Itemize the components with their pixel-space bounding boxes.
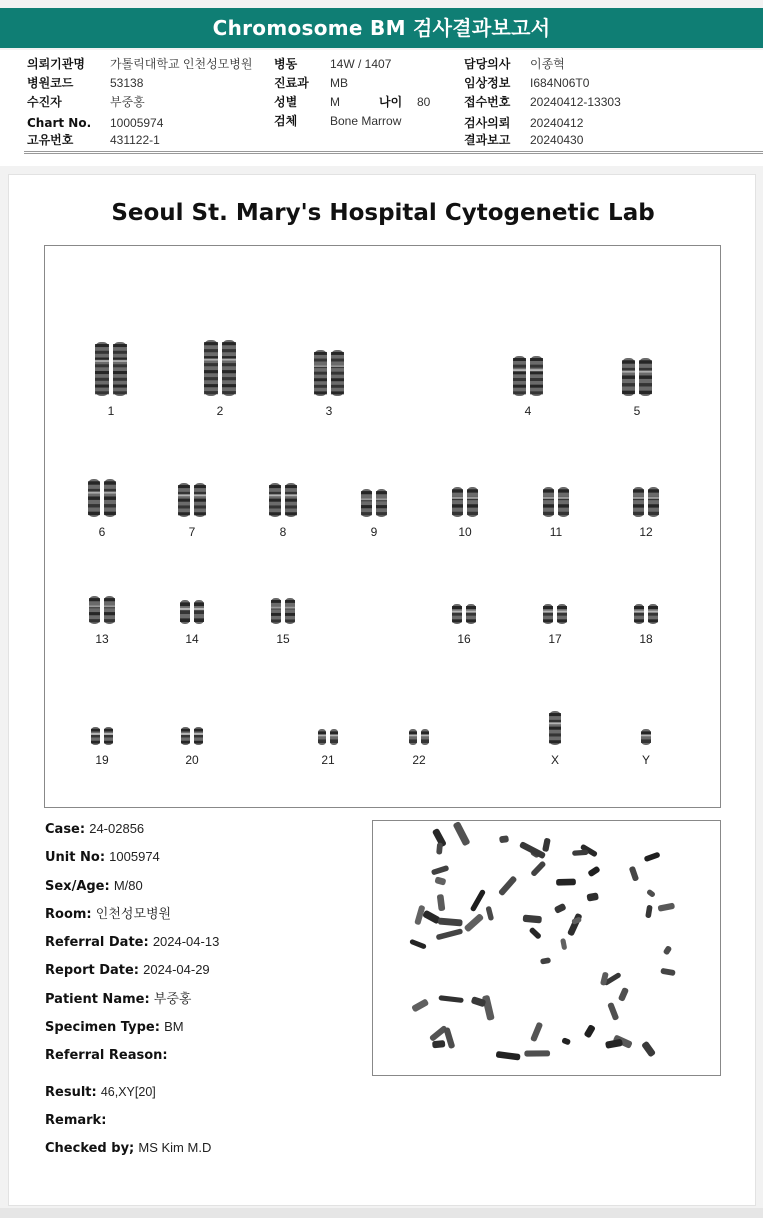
chromosome-11 (541, 485, 571, 519)
spread-chromosome (663, 945, 673, 956)
chromosome-20 (179, 725, 205, 747)
chromosome-label-12: 12 (639, 525, 653, 539)
spread-chromosome (409, 939, 427, 950)
header-row-sex: 성별 (274, 95, 298, 109)
header-value-patient: 부중홍 (110, 95, 145, 109)
lab-title: Seoul St. Mary's Hospital Cytogenetic Lab (111, 200, 655, 226)
chromosome-label-9: 9 (370, 525, 378, 539)
header-row-clinical-info: 임상정보 (464, 76, 511, 90)
checked-by-row: Checked by; MS Kim M.D (45, 1139, 212, 1156)
spread-chromosome (556, 879, 576, 886)
header-value-accession-no: 20240412-13303 (530, 95, 621, 109)
spread-chromosome (498, 875, 518, 896)
chromosome-22 (407, 727, 431, 747)
chromosome-label-X: X (550, 753, 559, 767)
unit-no-row: Unit No: 1005974 (45, 849, 160, 866)
spread-chromosome (453, 821, 471, 846)
spread-chromosome (542, 838, 551, 853)
spread-chromosome (431, 865, 450, 876)
spread-chromosome (646, 889, 656, 898)
chromosome-17 (541, 602, 569, 626)
chromosome-label-8: 8 (279, 525, 287, 539)
chromosome-6 (86, 477, 118, 519)
header-value-department: MB (330, 76, 348, 90)
chromosome-label-21: 21 (321, 753, 335, 767)
chromosome-9 (359, 487, 389, 519)
spread-chromosome (605, 1039, 623, 1049)
spread-chromosome (530, 860, 546, 877)
spread-chromosome (524, 1050, 550, 1056)
result-row: Result: 46,XY[20] (45, 1084, 156, 1100)
chromosome-label-18: 18 (639, 632, 653, 646)
header-row-reported: 결과보고 (464, 133, 511, 147)
patient-name-row: Patient Name: 부중홍 (45, 990, 192, 1007)
spread-chromosome (530, 1022, 543, 1043)
spread-chromosome (464, 913, 485, 933)
chromosome-label-19: 19 (95, 753, 109, 767)
spread-chromosome (434, 876, 446, 885)
header-row-chart-no: Chart No. (27, 116, 92, 130)
chromosome-13 (87, 594, 117, 626)
chromosome-18 (632, 602, 660, 626)
room-row: Room: 인천성모병원 (45, 905, 172, 922)
header-row-requested: 검사의뢰 (464, 116, 511, 130)
spread-chromosome (436, 928, 464, 940)
header-value-ward: 14W / 1407 (330, 57, 392, 71)
spread-chromosome (629, 866, 640, 882)
spread-chromosome (567, 913, 583, 937)
spread-chromosome (529, 927, 542, 940)
chromosome-label-20: 20 (185, 753, 199, 767)
chromosome-label-16: 16 (457, 632, 471, 646)
header-value-sex: M (330, 95, 340, 109)
spread-chromosome (572, 850, 588, 856)
spread-chromosome (438, 995, 463, 1003)
spread-chromosome (470, 889, 486, 912)
report-title-bar (0, 8, 763, 48)
header-row-age: 나이 (379, 95, 403, 109)
spread-chromosome (554, 903, 567, 914)
chromosome-label-22: 22 (412, 753, 426, 767)
header-row-unique-no: 고유번호 (27, 133, 74, 147)
header-value-hospital-code: 53138 (110, 76, 144, 90)
chromosome-label-4: 4 (524, 404, 532, 418)
karyogram-panel (44, 245, 721, 808)
spread-chromosome (432, 1040, 445, 1048)
header-row-institution: 의뢰기관명 (27, 57, 85, 71)
chromosome-label-6: 6 (98, 525, 106, 539)
chromosome-label-14: 14 (185, 632, 199, 646)
chromosome-12 (631, 485, 661, 519)
header-value-clinical-info: I684N06T0 (530, 76, 590, 90)
header-row-specimen: 검체 (274, 114, 298, 128)
patient-header (0, 50, 763, 166)
spread-chromosome (485, 906, 494, 921)
spread-chromosome (443, 1027, 455, 1049)
spread-chromosome (660, 968, 675, 976)
spread-chromosome (607, 1002, 619, 1021)
chromosome-label-Y: Y (641, 753, 650, 767)
header-value-institution: 가톨릭대학교 인천성모병원 (110, 57, 253, 71)
header-divider (24, 151, 763, 152)
metaphase-spread-svg (373, 821, 720, 1075)
spread-chromosome (499, 835, 509, 843)
remark-row: Remark: (45, 1112, 107, 1128)
metaphase-spread-image (372, 820, 721, 1076)
spread-chromosome (523, 915, 542, 924)
chromosome-7 (176, 481, 208, 519)
chromosome-label-7: 7 (188, 525, 196, 539)
chromosome-4 (511, 354, 545, 398)
header-value-specimen: Bone Marrow (330, 114, 402, 128)
spread-chromosome (645, 905, 653, 919)
chromosome-5 (620, 356, 654, 398)
spread-chromosome (587, 865, 601, 877)
chromosome-8 (267, 481, 299, 519)
chromosome-label-13: 13 (95, 632, 109, 646)
spread-chromosome (561, 1037, 571, 1045)
chromosome-14 (178, 598, 206, 626)
header-value-chart-no: 10005974 (110, 116, 164, 130)
report-body (8, 174, 756, 1206)
spread-chromosome (586, 892, 599, 901)
chromosome-21 (316, 727, 340, 747)
chromosome-19 (89, 725, 115, 747)
spread-chromosome (436, 842, 443, 854)
chromosome-label-10: 10 (458, 525, 472, 539)
header-row-doctor: 담당의사 (464, 57, 511, 71)
case-details (45, 815, 365, 1162)
spread-chromosome (583, 1024, 595, 1038)
chromosome-label-3: 3 (325, 404, 333, 418)
chromosome-label-5: 5 (633, 404, 641, 418)
header-row-accession-no: 접수번호 (464, 95, 511, 109)
header-row-department: 진료과 (274, 76, 309, 90)
chromosome-10 (450, 485, 480, 519)
chromosome-label-1: 1 (107, 404, 115, 418)
header-value-doctor: 이종혁 (530, 57, 565, 71)
chromosome-16 (450, 602, 478, 626)
header-value-requested: 20240412 (530, 116, 584, 130)
spread-chromosome (519, 841, 546, 859)
chromosome-label-11: 11 (549, 525, 563, 539)
report-date-row: Report Date: 2024-04-29 (45, 962, 210, 979)
header-row-patient: 수진자 (27, 95, 62, 109)
spread-chromosome (540, 957, 551, 964)
chromosome-2 (202, 338, 238, 398)
header-value-unique-no: 431122-1 (110, 133, 160, 147)
header-row-hospital-code: 병원코드 (27, 76, 74, 90)
header-row-ward: 병동 (274, 57, 298, 71)
sex-age-row: Sex/Age: M/80 (45, 877, 143, 894)
spread-chromosome (618, 987, 629, 1002)
header-value-reported: 20240430 (530, 133, 584, 147)
spread-chromosome (437, 894, 446, 911)
spread-chromosome (657, 902, 675, 911)
referral-reason-row: Referral Reason: (45, 1048, 168, 1064)
chromosome-3 (312, 348, 346, 398)
chromosome-X (547, 709, 563, 747)
spread-chromosome (641, 1041, 656, 1058)
referral-date-row: Referral Date: 2024-04-13 (45, 934, 220, 951)
chromosome-1 (93, 340, 129, 398)
spread-chromosome (496, 1051, 521, 1061)
header-divider (24, 153, 763, 154)
chromosome-15 (269, 596, 297, 626)
header-value-age: 80 (417, 95, 431, 109)
report-title: Chromosome BM 검사결과보고서 (212, 16, 551, 40)
spread-chromosome (411, 998, 429, 1012)
chromosome-label-15: 15 (276, 632, 290, 646)
bottom-bar (0, 1208, 763, 1218)
chromosome-label-2: 2 (216, 404, 224, 418)
case-row: Case: 24-02856 (45, 821, 145, 837)
spread-chromosome (644, 852, 661, 863)
chromosome-label-17: 17 (548, 632, 562, 646)
chromosome-Y (639, 727, 653, 747)
spread-chromosome (438, 918, 463, 927)
spread-chromosome (560, 938, 567, 950)
spread-chromosome (482, 995, 495, 1021)
specimen-type-row: Specimen Type: BM (45, 1019, 184, 1036)
